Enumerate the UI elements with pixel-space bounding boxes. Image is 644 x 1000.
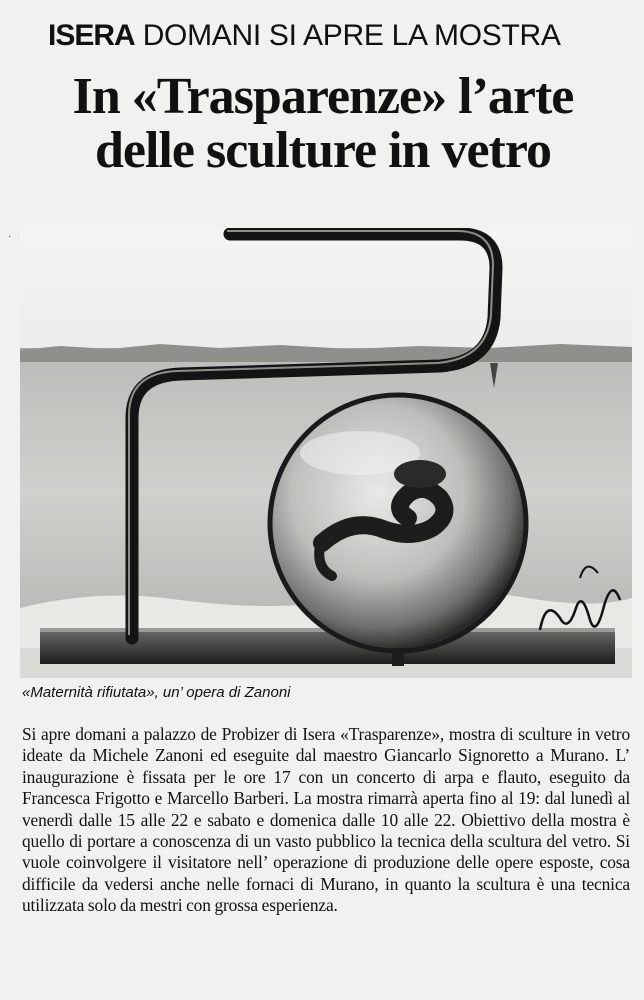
- sculpture-photo: [20, 228, 632, 678]
- sculpture-illustration: [20, 228, 632, 678]
- headline: [18, 70, 628, 178]
- headline-line-2: delle sculture in vetro: [94, 122, 552, 179]
- photo-caption: «Maternità rifiutata», un’ opera di Zanoni: [22, 684, 291, 701]
- margin-dot: ·: [8, 232, 12, 243]
- kicker-line: [48, 18, 608, 54]
- article-body: Si apre domani a palazzo de Probizer di Isera «Trasparenze», mostra di sculture in vetro ideate da Michele Zanoni ed eseguite dal maestro Giancarlo Signoretto a Murano. L’ inaugurazione è fissata per le ore 17 con un concerto di arpa e flauto, eseguito da Francesca Frigotto e Marcello Barberi. La mostra rimarrà aperta fino al 19: dal lunedì al venerdì dalle 15 alle 22 e sabato e domenica dalle 10 alle 22. Obiettivo della mostra è quello di portare a conoscenza di un vasto pubblico la tecnica della scultura del vetro. Si vuole coinvolgere il visitatore nell’ operazione di produzione delle opere esposte, cosa difficile da vedersi anche nelle fornaci di Murano, in quanto la scultura è una tecnica utilizzata solo da mestri con grossa esperienza.: [22, 724, 630, 916]
- kicker-location: ISERA: [48, 19, 135, 52]
- kicker-text: DOMANI SI APRE LA MOSTRA: [142, 19, 561, 52]
- headline-line-1: In «Trasparenze» l’arte: [72, 68, 574, 125]
